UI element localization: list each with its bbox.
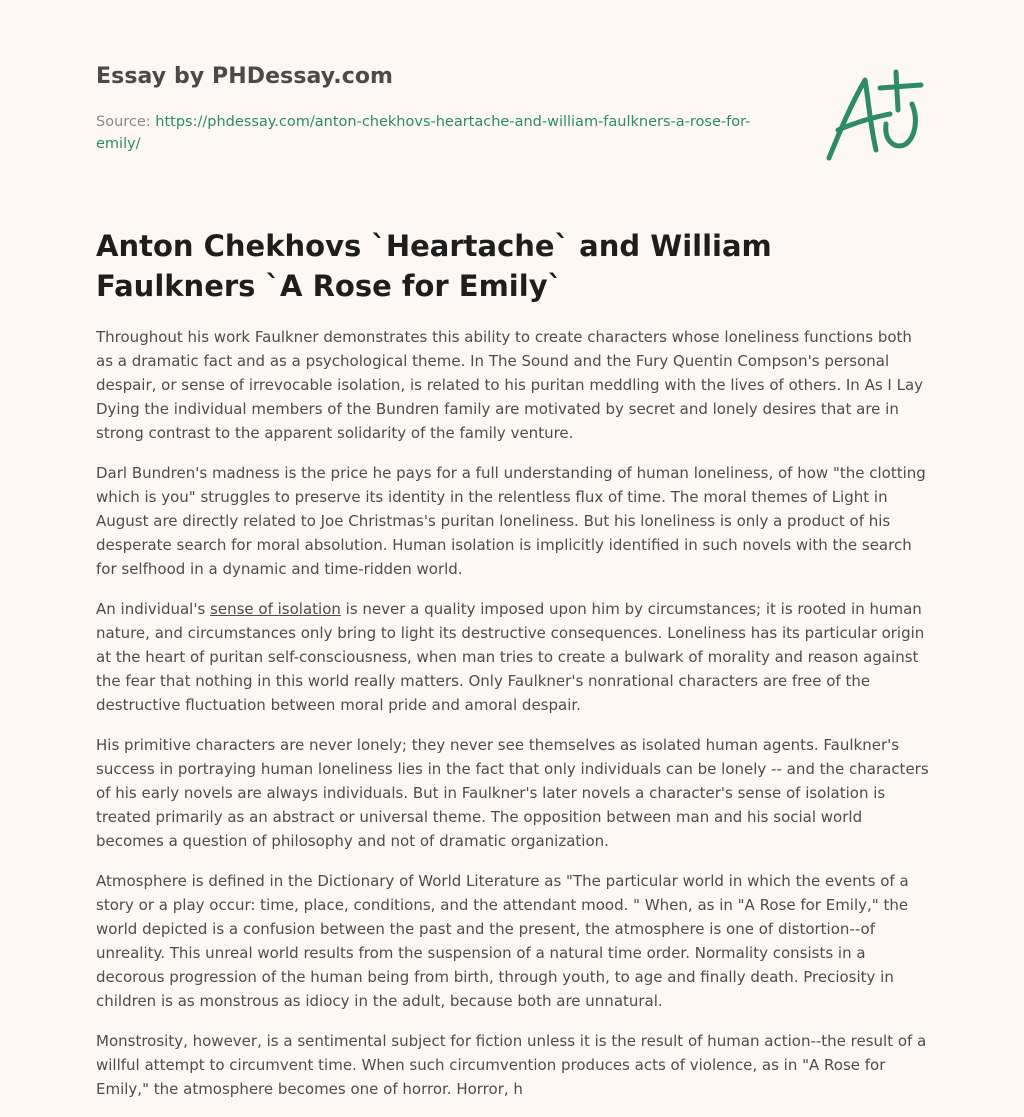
site-brand: Essay by PHDessay.com	[96, 64, 394, 89]
sense-of-isolation-link[interactable]: sense of isolation	[210, 600, 341, 618]
source-label: Source:	[96, 114, 156, 130]
paragraph	[96, 597, 931, 717]
paragraph: Atmosphere is defined in the Dictionary of World Literature as "The particular world in which the events of a story or a play occur: time, place, conditions, and the attendant mood. " When, as in "A Rose for Emily," the world depicted is a confusion between the past and the present, the atmosphere is one of distortion--of unreality. This unreal world results from the suspension of a natural time order. Normality consists in a decorous progression of the human being from birth, through youth, to age and finally death. Preciosity in children is as monstrous as idiocy in the adult, because both are unnatural.	[96, 872, 909, 1010]
a-plus-logo-icon	[818, 66, 930, 166]
paragraph-text: is never a quality imposed upon him by circumstances; it is rooted in human nature, and circumstances only bring to light its destructive consequences. Loneliness has its particular origin at the heart of puritan self-consciousness, when man tries to create a bulwark of morality and reason against the fear that nothing in this world really matters. Only Faulkner's nonrational characters are free of the destructive fluctuation between moral pride and amoral despair.	[96, 600, 925, 714]
paragraph: His primitive characters are never lonely; they never see themselves as isolated human agents. Faulkner's success in portraying human loneliness lies in the fact that only individuals can be lonely -- and the characters of his early novels are always individuals. But in Faulkner's later novels a character's sense of isolation is treated primarily as an abstract or universal theme. The opposition between man and his social world becomes a question of philosophy and not of dramatic organization.	[96, 736, 929, 850]
paragraph: Throughout his work Faulkner demonstrates this ability to create characters whose loneliness functions both as a dramatic fact and as a psychological theme. In The Sound and the Fury Quentin Compson's personal despair, or sense of irrevocable isolation, is related to his puritan meddling with the lives of others. In As I Lay Dying the individual members of the Bundren family are motivated by secret and lonely desires that are in strong contrast to the apparent solidarity of the family venture.	[96, 328, 924, 442]
article-title: Anton Chekhovs `Heartache` and William Faulkners `A Rose for Emily`	[96, 229, 772, 303]
paragraph: Monstrosity, however, is a sentimental subject for fiction unless it is the result of human action--the result of a willful attempt to circumvent time. When such circumvention produces acts of violence, as in "A Rose for Emily," the atmosphere becomes one of horror. Horror, h	[96, 1032, 927, 1098]
paragraph-text: An individual's	[96, 600, 211, 618]
source-line	[96, 111, 776, 155]
source-link[interactable]: https://phdessay.com/anton-chekhovs-heartache-and-william-faulkners-a-rose-for-emily/	[96, 114, 751, 152]
article-body	[96, 325, 931, 1117]
paragraph: Darl Bundren's madness is the price he pays for a full understanding of human loneliness, of how "the clotting which is you" struggles to preserve its identity in the relentless flux of time. The moral themes of Light in August are directly related to Joe Christmas's puritan loneliness. But his loneliness is only a product of his desperate search for moral absolution. Human isolation is implicitly identified in such novels with the search for selfhood in a dynamic and time-ridden world.	[96, 464, 926, 578]
